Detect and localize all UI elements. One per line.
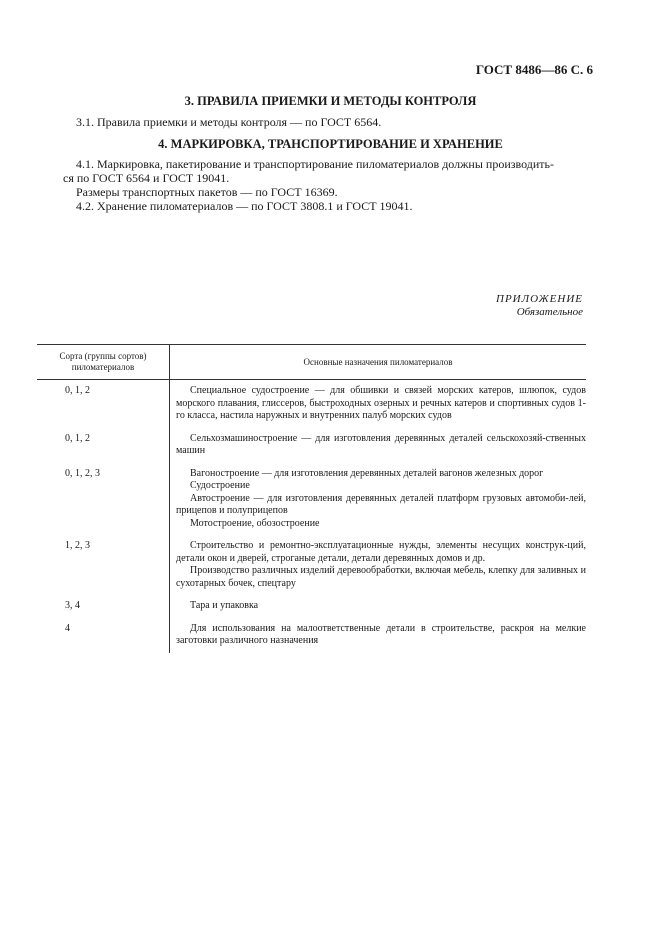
purpose-cell bbox=[170, 380, 587, 428]
purpose-text: Производство различных изделий деревообработки, включая мебель, клепку для заливных и сухотарных бочек, спецтару bbox=[176, 565, 586, 589]
table-body bbox=[37, 380, 586, 653]
appendix-subtitle: Обязательное bbox=[516, 306, 583, 318]
purpose-text: Для использования на малоответственные детали в строительстве, раскроя на мелкие заготовки различного назначения bbox=[176, 622, 586, 646]
table-header-row bbox=[37, 345, 586, 380]
table-row bbox=[37, 428, 586, 463]
purpose-cell bbox=[170, 428, 587, 463]
paragraph-4-1: 4.1. Маркировка, пакетирование и транспортирование пиломатериалов должны производить- bbox=[76, 157, 554, 171]
purpose-cell bbox=[170, 535, 587, 595]
purpose-cell bbox=[170, 618, 587, 653]
grade-cell: 0, 1, 2 bbox=[37, 428, 170, 463]
purpose-text: Специальное судостроение — для обшивки и связей морских катеров, шлюпок, судов морского плавания, глиссеров, быстроходных озерных и речных катеров и спортивных судов 1-го класса, настила наружных и внутренних палуб морских судов bbox=[176, 385, 586, 421]
paragraph-3-1: 3.1. Правила приемки и методы контроля — по ГОСТ 6564. bbox=[76, 115, 382, 129]
purpose-cell bbox=[170, 463, 587, 536]
table-row bbox=[37, 618, 586, 653]
grade-cell: 4 bbox=[37, 618, 170, 653]
purpose-text: Мотостроение, обозостроение bbox=[190, 517, 320, 529]
header-grades: Сорта (группы сортов) пиломатериалов bbox=[37, 345, 170, 380]
page-header: ГОСТ 8486—86 С. 6 bbox=[475, 62, 593, 77]
appendix-title: ПРИЛОЖЕНИЕ bbox=[496, 293, 583, 305]
purpose-text: Строительство и ремонтно-эксплуатационные нужды, элементы несущих конструк-ций, детали окон и дверей, строганые детали, детали деревянных домов и др. bbox=[176, 540, 586, 564]
purpose-text: Вагоностроение — для изготовления деревянных деталей вагонов железных дорог bbox=[190, 467, 544, 479]
table-row bbox=[37, 595, 586, 618]
table-row bbox=[37, 380, 586, 428]
paragraph-packet-sizes: Размеры транспортных пакетов — по ГОСТ 16369. bbox=[76, 185, 338, 199]
table-row bbox=[37, 463, 586, 536]
header-purposes: Основные назначения пиломатериалов bbox=[170, 345, 587, 380]
grade-cell: 0, 1, 2 bbox=[37, 380, 170, 428]
grade-cell: 0, 1, 2, 3 bbox=[37, 463, 170, 536]
purpose-text: Автостроение — для изготовления деревянных деталей платформ грузовых автомоби-лей, прицепов и полуприцепов bbox=[176, 492, 586, 516]
grade-cell: 1, 2, 3 bbox=[37, 535, 170, 595]
purpose-text: Тара и упаковка bbox=[190, 600, 259, 611]
purpose-cell bbox=[170, 595, 587, 618]
lumber-purpose-table bbox=[37, 344, 586, 653]
paragraph-4-2: 4.2. Хранение пиломатериалов — по ГОСТ 3808.1 и ГОСТ 19041. bbox=[76, 199, 413, 213]
section-3-title: 3. ПРАВИЛА ПРИЕМКИ И МЕТОДЫ КОНТРОЛЯ bbox=[184, 94, 477, 108]
table-row bbox=[37, 535, 586, 595]
section-4-title: 4. МАРКИРОВКА, ТРАНСПОРТИРОВАНИЕ И ХРАНЕНИЕ bbox=[158, 137, 503, 151]
purpose-text: Сельхозмашиностроение — для изготовления деревянных деталей сельскохозяй-ственных машин bbox=[176, 432, 586, 456]
appendix-label bbox=[496, 293, 583, 319]
grade-cell: 3, 4 bbox=[37, 595, 170, 618]
paragraph-4-1-continuation: ся по ГОСТ 6564 и ГОСТ 19041. bbox=[63, 171, 230, 185]
purpose-text: Судостроение bbox=[190, 480, 250, 491]
